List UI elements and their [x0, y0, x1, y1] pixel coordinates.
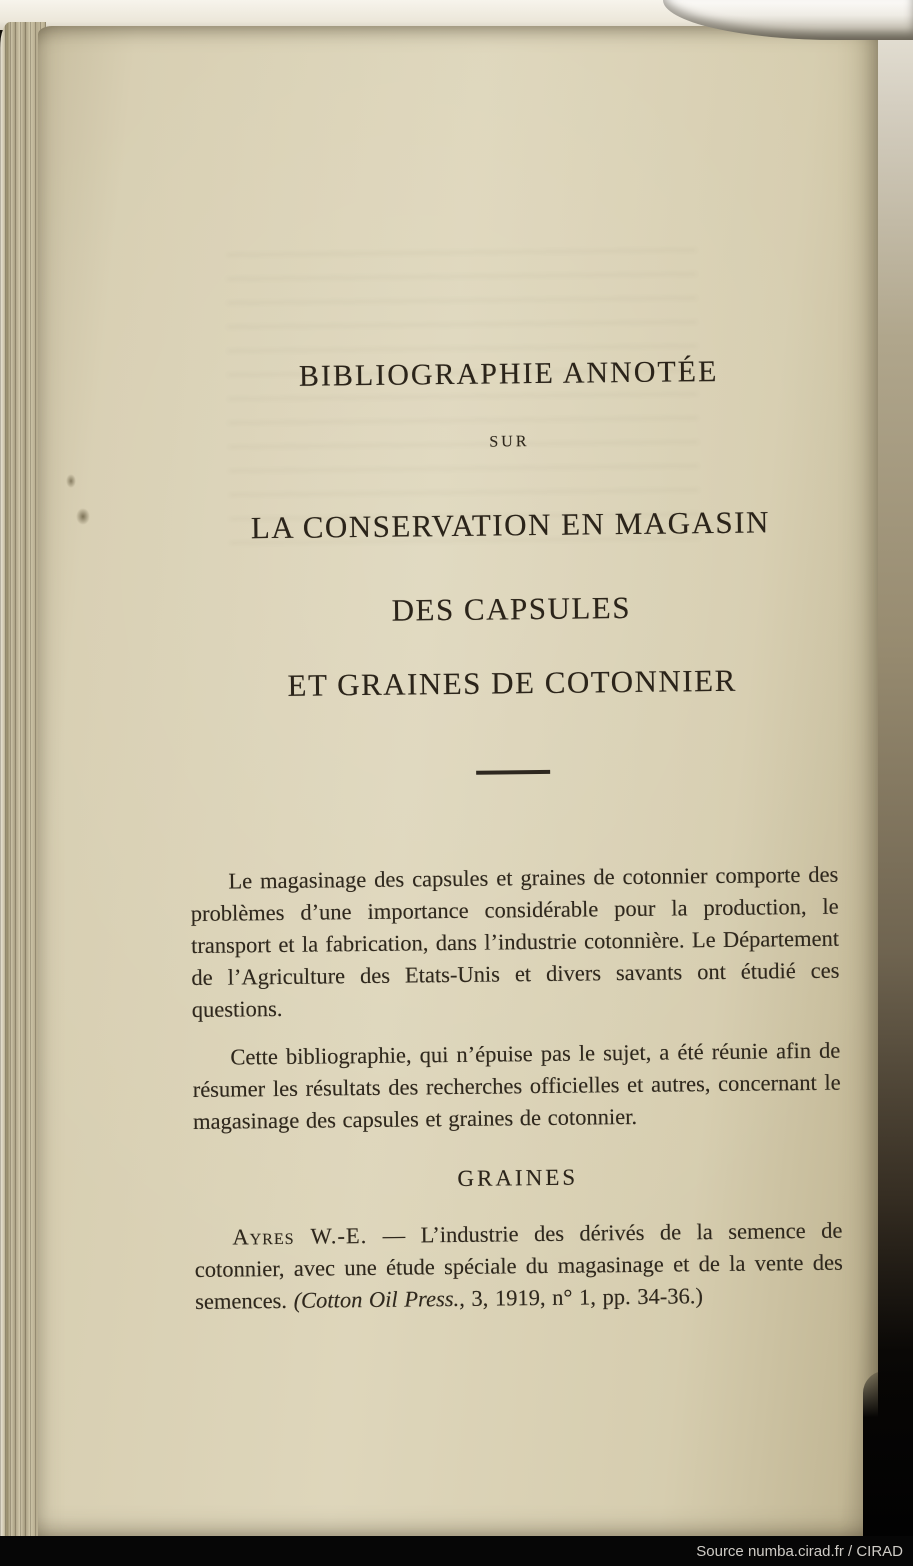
entry-separator: — — [367, 1222, 421, 1249]
section-heading-graines: GRAINES — [457, 1164, 579, 1191]
source-footer — [0, 1536, 913, 1566]
source-attribution: Source numba.cirad.fr / CIRAD — [696, 1542, 903, 1560]
title-connector: SUR — [489, 433, 530, 451]
intro-paragraph-2: Cette bibliographie, qui n’épuise pas le sujet, a été réunie afin de résumer les résultats des recherches officielles et autres, concernant le magasinage des capsules et graines de cotonnier. — [192, 1037, 841, 1134]
scan-right-edge — [875, 0, 913, 1536]
title-block — [184, 353, 837, 778]
title-line-3: DES CAPSULES — [391, 589, 632, 628]
entry-author: Ayres W.-E. — [232, 1223, 368, 1250]
entry-citation: 3, 1919, n° 1, pp. 34-36.) — [464, 1283, 704, 1311]
page-content — [181, 19, 844, 1318]
title-divider — [476, 770, 550, 775]
entry-journal-title: (Cotton Oil Press., — [293, 1285, 465, 1313]
title-line-4: ET GRAINES DE COTONNIER — [287, 662, 737, 703]
scan-dark-corner — [863, 1371, 913, 1536]
title-line-1: BIBLIOGRAPHIE ANNOTÉE — [298, 354, 719, 393]
paper-stain — [76, 508, 90, 525]
title-line-2: LA CONSERVATION EN MAGASIN — [250, 504, 771, 546]
paper-stain — [66, 474, 76, 488]
bibliography-entry — [194, 1215, 843, 1318]
book-page — [38, 26, 878, 1536]
intro-paragraph-1: Le magasinage des capsules et graines de cotonnier comporte des problèmes d’une importance considérable pour la production, le transport et la fabrication, dans l’industrie cotonnière. Le Département de l’Agriculture des Etats-Unis et divers savants ont étudié ces questions. — [190, 861, 840, 1022]
entry-description: L’industrie des dérivés de la semence de cotonnier, avec une étude spéciale du magasinage et de la vente des semences. — [194, 1217, 843, 1314]
